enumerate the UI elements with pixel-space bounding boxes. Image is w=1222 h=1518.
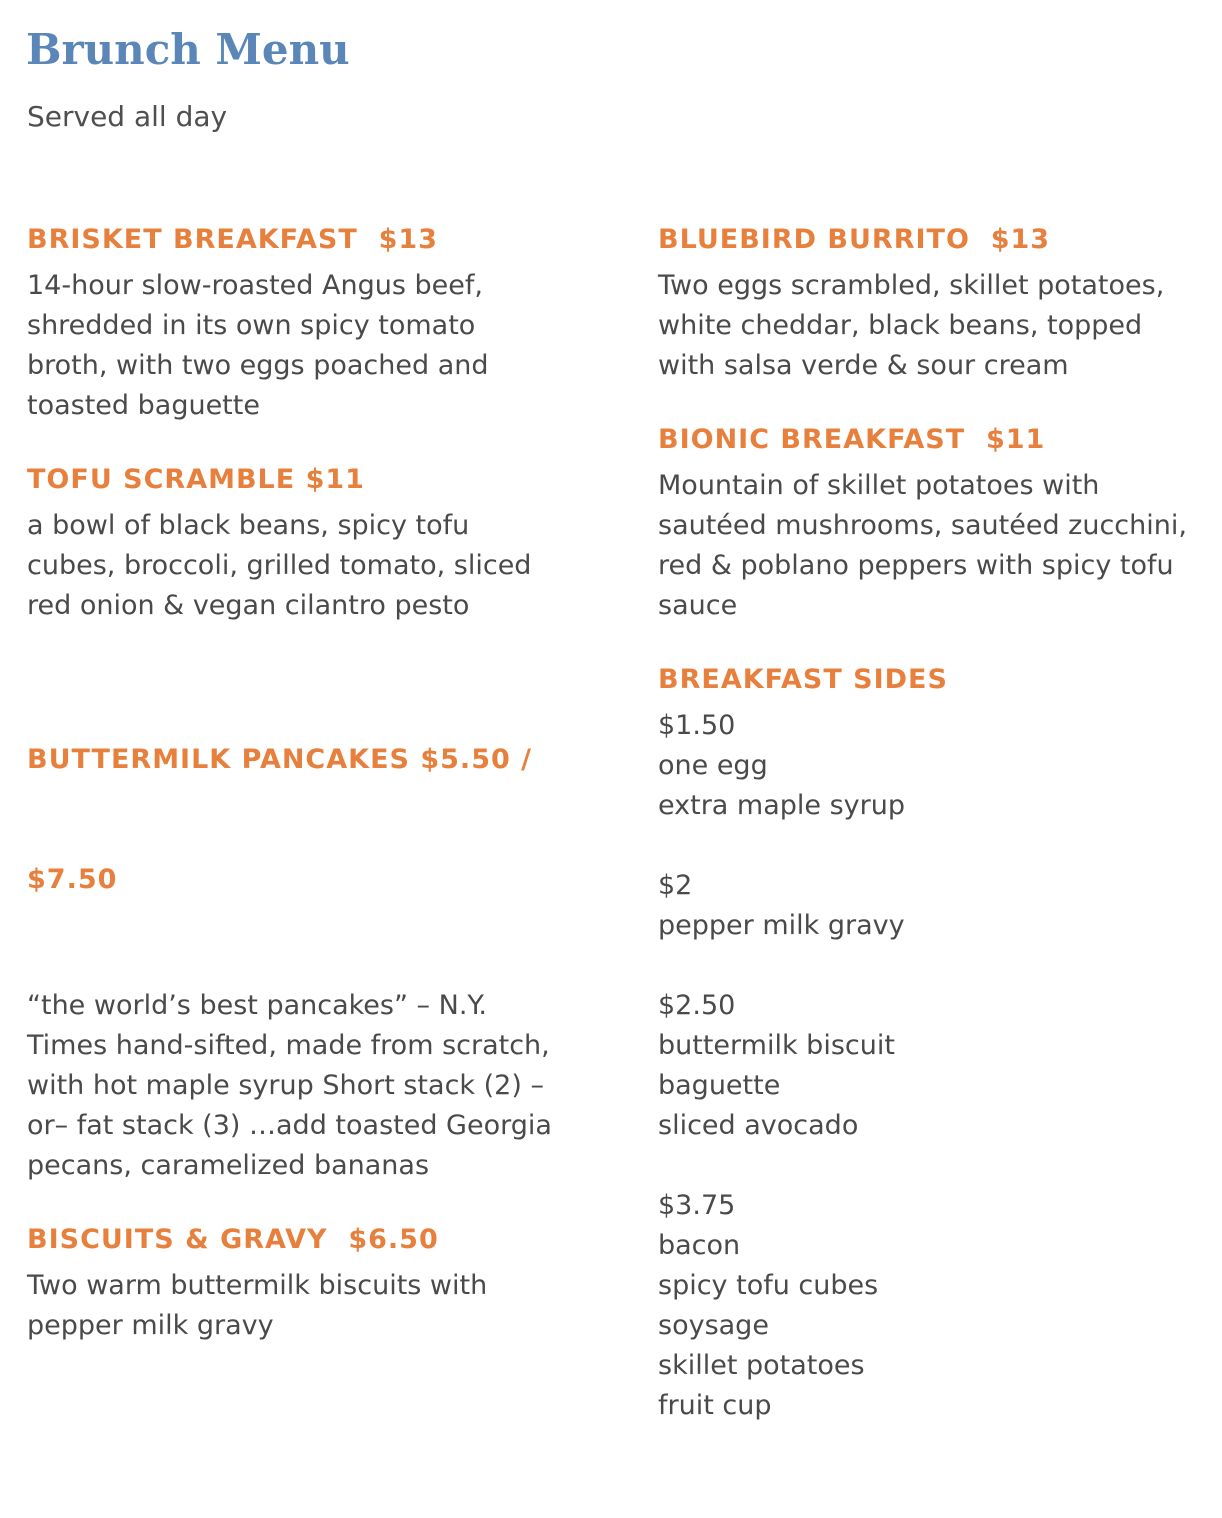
description-line: sauce [658, 590, 738, 621]
menu-item-buttermilk-pancakes [27, 660, 587, 1186]
description-line: Times hand-sifted, made from scratch, [27, 1030, 550, 1061]
item-title: BRISKET BREAKFAST $13 [27, 224, 438, 255]
description-line: red & poblano peppers with spicy tofu [658, 550, 1174, 581]
side-item: one egg [658, 750, 768, 781]
item-title: TOFU SCRAMBLE $11 [27, 464, 365, 495]
menu-item-bionic-breakfast [658, 420, 1203, 626]
side-item: fruit cup [658, 1390, 772, 1421]
item-description [658, 466, 1203, 626]
description-line: with salsa verde & sour cream [658, 350, 1069, 381]
side-price-group [658, 866, 1203, 946]
description-line: shredded in its own spicy tomato [27, 310, 476, 341]
page-title: Brunch Menu [26, 25, 350, 74]
description-line: red onion & vegan cilantro pesto [27, 590, 470, 621]
item-description [27, 266, 587, 426]
menu-item-tofu-scramble [27, 460, 587, 626]
menu-section-breakfast-sides [658, 660, 1203, 1426]
right-column [658, 220, 1203, 1426]
side-item: extra maple syrup [658, 790, 906, 821]
description-line: with hot maple syrup Short stack (2) – [27, 1070, 544, 1101]
side-price: $3.75 [658, 1190, 736, 1221]
menu-item-brisket-breakfast [27, 220, 587, 426]
item-title [27, 660, 587, 980]
side-item: soysage [658, 1310, 769, 1341]
description-line: broth, with two eggs poached and [27, 350, 489, 381]
description-line: “the world’s best pancakes” – N.Y. [27, 990, 488, 1021]
description-line: pecans, caramelized bananas [27, 1150, 430, 1181]
description-line: sautéed mushrooms, sautéed zucchini, [658, 510, 1187, 541]
menu-item-biscuits-gravy [27, 1220, 587, 1346]
side-price: $2.50 [658, 990, 736, 1021]
left-column [27, 220, 587, 1346]
description-line: Mountain of skillet potatoes with [658, 470, 1100, 501]
side-price: $1.50 [658, 710, 736, 741]
side-price: $2 [658, 870, 693, 901]
side-price-group [658, 1186, 1203, 1426]
description-line: a bowl of black beans, spicy tofu [27, 510, 470, 541]
page-subtitle: Served all day [27, 100, 228, 133]
description-line: toasted baguette [27, 390, 260, 421]
item-description [27, 506, 587, 626]
side-item: sliced avocado [658, 1110, 859, 1141]
side-price-group [658, 986, 1203, 1146]
side-item: buttermilk biscuit [658, 1030, 895, 1061]
side-item: baguette [658, 1070, 781, 1101]
item-description [27, 986, 587, 1186]
side-item: pepper milk gravy [658, 910, 905, 941]
side-price-group [658, 706, 1203, 826]
description-line: 14-hour slow-roasted Angus beef, [27, 270, 483, 301]
item-title: BIONIC BREAKFAST $11 [658, 424, 1046, 455]
title-line: BUTTERMILK PANCAKES $5.50 / [27, 744, 533, 775]
side-item: bacon [658, 1230, 741, 1261]
sides-list [658, 706, 1203, 1426]
title-line: $7.50 [27, 864, 118, 895]
description-line: white cheddar, black beans, topped [658, 310, 1143, 341]
description-line: cubes, broccoli, grilled tomato, sliced [27, 550, 532, 581]
item-title: BREAKFAST SIDES [658, 664, 948, 695]
item-title: BLUEBIRD BURRITO $13 [658, 224, 1051, 255]
description-line: Two eggs scrambled, skillet potatoes, [658, 270, 1165, 301]
description-line: or– fat stack (3) …add toasted Georgia [27, 1110, 552, 1141]
item-title: BISCUITS & GRAVY $6.50 [27, 1224, 439, 1255]
side-item: skillet potatoes [658, 1350, 865, 1381]
item-description [658, 266, 1203, 386]
menu-item-bluebird-burrito [658, 220, 1203, 386]
item-description [27, 1266, 587, 1346]
description-line: pepper milk gravy [27, 1310, 274, 1341]
side-item: spicy tofu cubes [658, 1270, 879, 1301]
description-line: Two warm buttermilk biscuits with [27, 1270, 488, 1301]
